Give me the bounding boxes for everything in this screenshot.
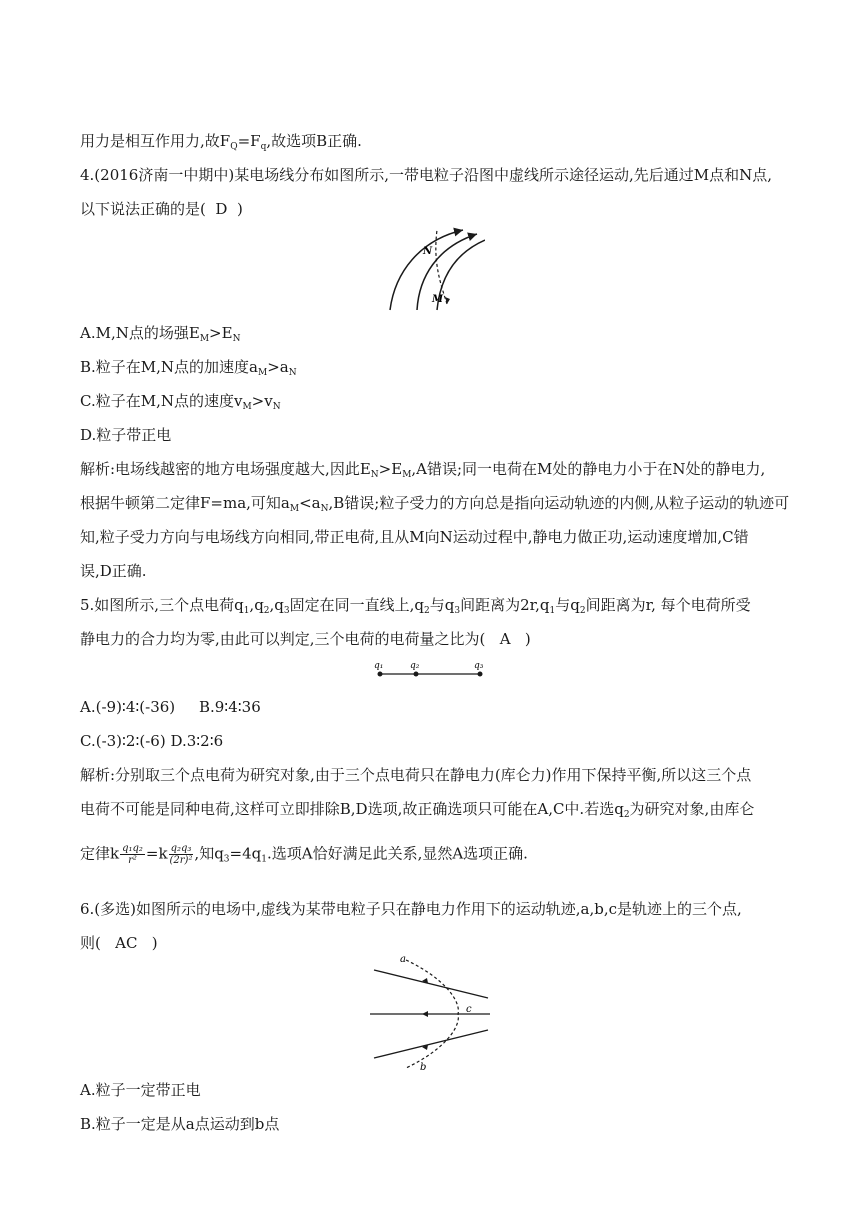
text: =F <box>237 132 261 150</box>
text: 间距离为2r,q <box>460 596 550 614</box>
field-line <box>437 240 485 310</box>
subscript: q <box>260 142 267 152</box>
field-line <box>390 230 463 310</box>
subscript: M <box>289 504 300 514</box>
explanation-line <box>80 493 789 519</box>
text: >v <box>251 392 273 410</box>
question-5-answer: 静电力的合力均为零,由此可以判定,三个电荷的电荷量之比为( A ) <box>80 630 531 648</box>
label-c: c <box>466 1004 472 1015</box>
label-b: b <box>420 1062 427 1072</box>
text: 根据牛顿第二定律F=ma,可知a <box>80 494 290 512</box>
fraction-denominator: (2r)² <box>169 855 193 866</box>
fraction <box>120 843 145 866</box>
text: .选项A恰好满足此关系,显然A选项正确. <box>266 844 528 863</box>
electric-field-figure-2 <box>366 954 494 1072</box>
subscript: N <box>370 470 379 480</box>
fraction-numerator: q₁q₂ <box>122 843 143 854</box>
subscript: M <box>402 470 412 480</box>
text: >E <box>378 460 403 478</box>
charge-q3-dot <box>478 672 483 677</box>
electric-field-figure-1 <box>385 222 485 314</box>
subscript: 3 <box>454 606 461 616</box>
text: 为研究对象,由库仑 <box>629 800 755 818</box>
option-a: A.粒子一定带正电 <box>80 1081 201 1099</box>
fraction-denominator: r² <box>128 855 137 866</box>
text: A.M,N点的场强E <box>80 324 200 342</box>
subscript: N <box>320 504 329 514</box>
explanation-formula-line <box>80 843 528 870</box>
text-line <box>80 131 362 157</box>
text: ,q <box>249 596 264 614</box>
text: =4q <box>229 844 262 863</box>
explanation-line <box>80 459 765 485</box>
subscript: 2 <box>424 606 430 616</box>
subscript: N <box>232 334 241 344</box>
label-q2: q₂ <box>410 661 420 671</box>
explanation-line: 误,D正确. <box>80 562 147 580</box>
text: ,A错误;同一电荷在M处的静电力小于在N处的静电力, <box>411 460 766 478</box>
text: 与q <box>555 596 580 614</box>
text: ,B错误;粒子受力的方向总是指向运动轨迹的内侧,从粒子运动的轨迹可 <box>328 494 790 512</box>
label-M: M <box>432 294 444 305</box>
subscript: 1 <box>549 606 556 616</box>
subscript: M <box>258 368 268 378</box>
subscript: N <box>272 402 281 412</box>
subscript: 1 <box>261 854 267 865</box>
question-4-stem: 4.(2016济南一中期中)某电场线分布如图所示,一带电粒子沿图中虚线所示途径运动,先后通过M点和N点, <box>80 166 772 184</box>
particle-trajectory <box>436 230 447 304</box>
explanation-line: 知,粒子受力方向与电场线方向相同,带正电荷,且从M向N运动过程中,静电力做正功,运动速度增加,C错 <box>80 528 749 546</box>
question-6-stem: 6.(多选)如图所示的电场中,虚线为某带电粒子只在静电力作用下的运动轨迹,a,b,c是轨迹上的三个点, <box>80 900 742 918</box>
subscript: 2 <box>579 606 586 616</box>
option-d: D.粒子带正电 <box>80 426 172 444</box>
option-b: B.粒子一定是从a点运动到b点 <box>80 1115 280 1133</box>
text: 固定在同一直线上,q <box>289 596 425 614</box>
question-6-answer: 则( AC ) <box>80 934 158 952</box>
text: 与q <box>429 596 455 614</box>
text: =k <box>145 844 168 863</box>
subscript: M <box>199 334 210 344</box>
text: 间距离为r, 每个电荷所受 <box>585 596 751 614</box>
text: C.粒子在M,N点的速度v <box>80 392 243 410</box>
text: 5.如图所示,三个点电荷q <box>80 596 244 614</box>
question-4-answer: 以下说法正确的是( D ) <box>80 200 243 218</box>
explanation-line: 解析:分别取三个点电荷为研究对象,由于三个点电荷只在静电力(库仑力)作用下保持平衡,所以这三个点 <box>80 766 752 784</box>
text: >a <box>267 358 289 376</box>
option-a <box>80 323 240 349</box>
label-a: a <box>400 954 406 965</box>
text: ,q <box>269 596 284 614</box>
explanation-line <box>80 799 754 825</box>
subscript: M <box>242 402 252 412</box>
subscript: 3 <box>283 606 290 616</box>
text: ,知q <box>194 844 224 863</box>
text: B.粒子在M,N点的加速度a <box>80 358 258 376</box>
text: 解析:电场线越密的地方电场强度越大,因此E <box>80 460 371 478</box>
subscript: 3 <box>223 854 230 865</box>
subscript: 2 <box>623 810 630 820</box>
subscript: 1 <box>243 606 250 616</box>
option-cd: C.(-3)∶2∶(-6) D.3∶2∶6 <box>80 732 224 750</box>
text: >E <box>209 324 233 342</box>
text: ,故选项B正确. <box>266 132 362 150</box>
text: 定律k <box>80 844 120 863</box>
subscript: Q <box>230 142 238 152</box>
question-5-stem <box>80 595 751 621</box>
label-q3: q₃ <box>474 661 484 671</box>
option-c <box>80 391 281 417</box>
subscript: 2 <box>263 606 270 616</box>
charge-q1-dot <box>378 672 383 677</box>
text: 用力是相互作用力,故F <box>80 132 231 150</box>
text: <a <box>299 494 321 512</box>
charge-q2-dot <box>414 672 419 677</box>
label-N: N <box>423 246 433 257</box>
fraction-numerator: q₂q₃ <box>170 843 192 854</box>
subscript: N <box>288 368 297 378</box>
option-b <box>80 357 297 383</box>
label-q1: q₁ <box>374 661 384 671</box>
option-ab: A.(-9)∶4∶(-36) B.9∶4∶36 <box>80 698 261 716</box>
text: 电荷不可能是同种电荷,这样可立即排除B,D选项,故正确选项只可能在A,C中.若选q <box>80 800 624 818</box>
fraction <box>169 843 194 866</box>
point-charges-figure <box>368 659 490 681</box>
